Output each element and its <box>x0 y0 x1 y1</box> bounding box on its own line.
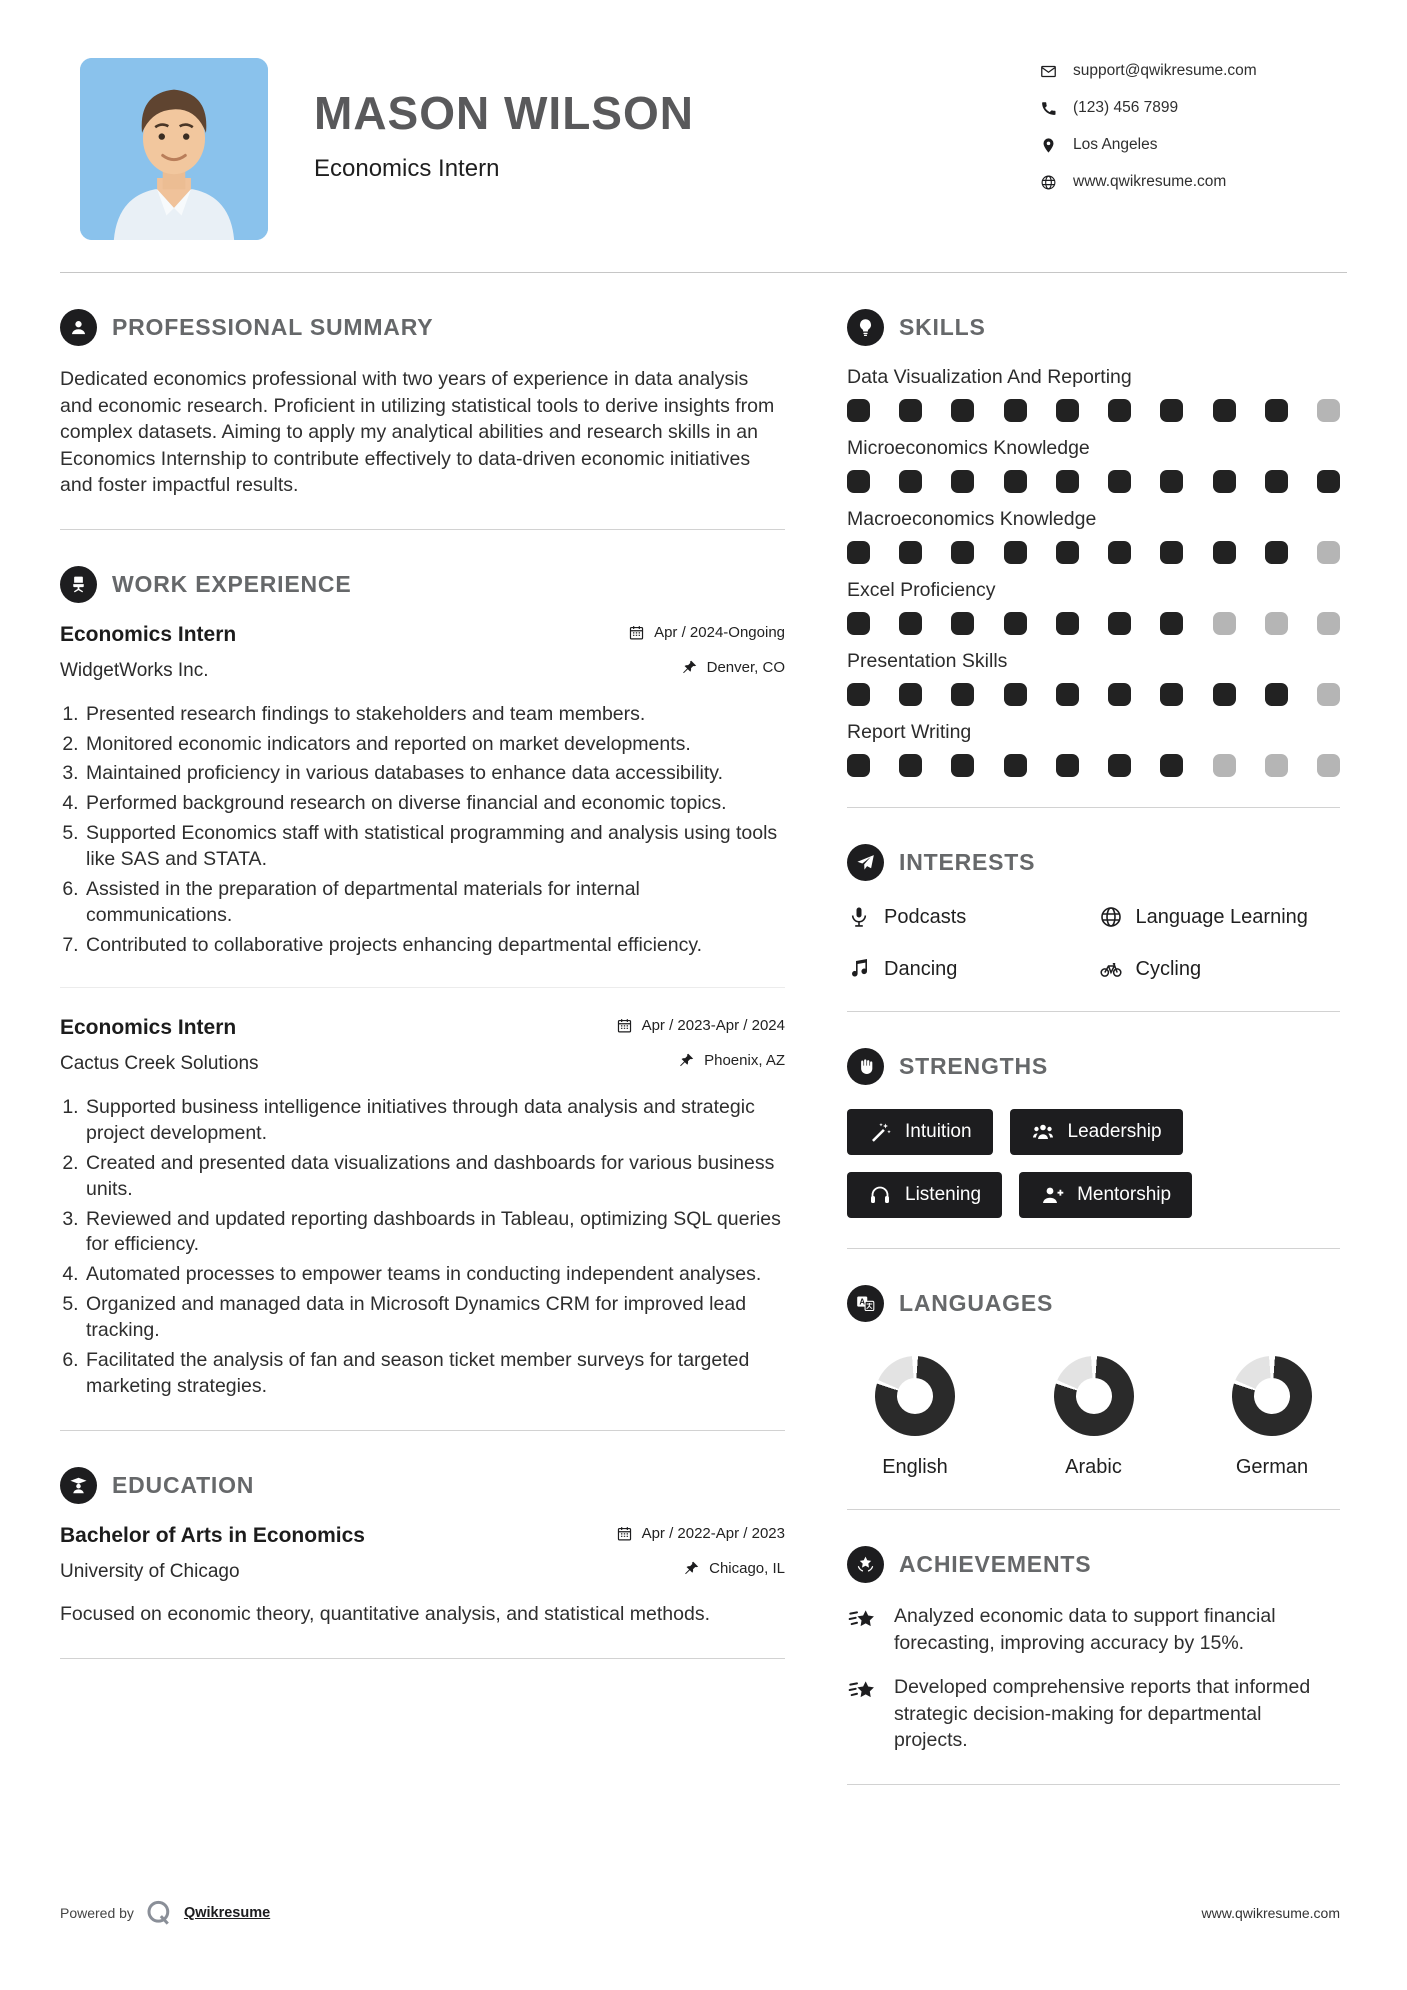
strength-pill <box>847 1109 993 1155</box>
skill-dot <box>847 399 870 422</box>
skill-dot <box>951 683 974 706</box>
achievements-heading: ACHIEVEMENTS <box>899 1551 1092 1577</box>
wand-icon <box>868 1120 892 1144</box>
powered-by-text: Powered by <box>60 1905 134 1921</box>
skill-name: Data Visualization And Reporting <box>847 366 1132 388</box>
star-medal-icon <box>847 1546 884 1583</box>
skill-dot <box>1056 612 1079 635</box>
bullet-item: 1. Supported business intelligence initiatives through data analysis and strategic project development. <box>84 1095 785 1147</box>
skill-dot <box>951 612 974 635</box>
language-item <box>1030 1356 1158 1479</box>
strength-pill <box>1010 1109 1183 1155</box>
job-location: Denver, CO <box>706 658 785 676</box>
pushpin-icon <box>681 659 698 676</box>
bullet-item: 5. Organized and managed data in Microsoft Dynamics CRM for improved lead tracking. <box>84 1292 785 1344</box>
language-name: German <box>1235 1456 1309 1478</box>
skill-dot <box>1160 399 1183 422</box>
school-name: University of Chicago <box>60 1561 240 1583</box>
skill-name: Report Writing <box>847 721 972 743</box>
bullet-item: 7. Contributed to collaborative projects enhancing departmental efficiency. <box>84 933 785 959</box>
skill-dot <box>1108 470 1131 493</box>
achievement-text: Developed comprehensive reports that informed strategic decision-making for departmental projects. <box>894 1676 1311 1752</box>
skill-dot <box>847 612 870 635</box>
skill-dot <box>1213 541 1236 564</box>
contact-text: www.qwikresume.com <box>1073 173 1227 190</box>
skill-dot <box>1213 470 1236 493</box>
skill-dot <box>847 754 870 777</box>
skill-dot <box>1317 612 1340 635</box>
skill-dot <box>899 399 922 422</box>
skill-rating <box>847 612 1340 635</box>
interests-section <box>847 844 1340 981</box>
skill-dot <box>1265 754 1288 777</box>
experience-heading: WORK EXPERIENCE <box>112 570 352 597</box>
translate-icon <box>847 1285 884 1322</box>
skill-rating <box>847 754 1340 777</box>
section-divider <box>847 1011 1340 1012</box>
skill-dot <box>847 683 870 706</box>
person-name: MASON WILSON <box>314 87 694 139</box>
skill-rating <box>847 683 1340 706</box>
bullet-item: 2. Created and presented data visualizations and dashboards for various business units. <box>84 1151 785 1203</box>
skill-dot <box>1160 470 1183 493</box>
education-dates-meta <box>616 1525 785 1542</box>
person-plus-icon <box>1040 1183 1064 1207</box>
strengths-section <box>847 1048 1340 1218</box>
achievement-item <box>847 1674 1340 1754</box>
experience-section <box>60 566 785 1400</box>
job-dates: Apr / 2023-Apr / 2024 <box>641 1016 785 1034</box>
job-company: WidgetWorks Inc. <box>60 659 209 681</box>
language-donut-chart <box>1054 1356 1134 1436</box>
skill-name: Presentation Skills <box>847 650 1008 672</box>
job-bullets <box>60 1095 785 1400</box>
skills-heading: SKILLS <box>899 314 986 340</box>
skill-item <box>847 650 1340 706</box>
job-title: Economics Intern <box>60 622 237 646</box>
bullet-item: 6. Assisted in the preparation of departmental materials for internal communications. <box>84 877 785 929</box>
skills-section <box>847 309 1340 777</box>
location-icon <box>1040 137 1057 154</box>
skill-dot <box>1265 612 1288 635</box>
interests-heading: INTERESTS <box>899 849 1036 875</box>
powered-by <box>60 1898 270 1928</box>
profile-photo <box>80 58 268 240</box>
skill-item <box>847 579 1340 635</box>
contact-text: support@qwikresume.com <box>1073 62 1257 79</box>
job-dates-meta <box>628 624 785 641</box>
header <box>0 0 1407 240</box>
skill-dot <box>951 470 974 493</box>
interest-item <box>1099 905 1341 929</box>
skill-dot <box>1317 541 1340 564</box>
skill-dot <box>1004 683 1027 706</box>
job-list <box>60 623 785 1400</box>
strength-pill <box>1019 1172 1192 1218</box>
section-divider <box>60 529 785 530</box>
skill-rating <box>847 470 1340 493</box>
skill-dot <box>1265 470 1288 493</box>
skill-dot <box>1213 754 1236 777</box>
person-role: Economics Intern <box>314 154 500 182</box>
skill-dot <box>1004 470 1027 493</box>
skill-dot <box>1056 541 1079 564</box>
job-entry <box>60 987 785 1400</box>
skill-dot <box>1213 399 1236 422</box>
calendar-icon <box>628 624 645 641</box>
degree-title: Bachelor of Arts in Economics <box>60 1524 365 1548</box>
summary-text: Dedicated economics professional with two years of experience in data analysis and economic research. Proficient in utilizing statistical tools to derive insights from complex datasets. Aiming to apply my analytical abilities and research skills in an Economics Internship to contribute effectively to data-driven economic initiatives and foster impactful results. <box>60 368 775 497</box>
language-name: English <box>882 1456 948 1478</box>
job-location: Phoenix, AZ <box>704 1051 785 1069</box>
skill-dot <box>1056 683 1079 706</box>
interest-label: Podcasts <box>884 905 967 928</box>
strength-label: Intuition <box>905 1121 972 1142</box>
section-divider <box>60 1658 785 1659</box>
bicycle-icon <box>1099 957 1123 981</box>
graduate-icon <box>60 1467 97 1504</box>
bullet-item: 3. Reviewed and updated reporting dashboards in Tableau, optimizing SQL queries for efficiency. <box>84 1207 785 1259</box>
achievements-section <box>847 1546 1340 1754</box>
contact-row <box>1040 62 1340 80</box>
qwikresume-logo-icon <box>144 1898 174 1928</box>
paper-plane-icon <box>847 844 884 881</box>
interest-label: Cycling <box>1135 957 1202 980</box>
job-location-meta <box>678 1052 785 1069</box>
skill-dot <box>899 754 922 777</box>
skill-dot <box>1108 541 1131 564</box>
strength-pill <box>847 1172 1002 1218</box>
languages-section <box>847 1285 1340 1479</box>
email-icon <box>1040 63 1057 80</box>
skill-name: Macroeconomics Knowledge <box>847 508 1097 530</box>
education-section <box>60 1467 785 1628</box>
headphones-icon <box>868 1183 892 1207</box>
language-name: Arabic <box>1065 1456 1122 1478</box>
language-donut-chart <box>1232 1356 1312 1436</box>
skill-dot <box>1056 754 1079 777</box>
globe-icon <box>1099 905 1123 929</box>
achievement-text: Analyzed economic data to support financial forecasting, improving accuracy by 15%. <box>894 1605 1276 1654</box>
job-bullets <box>60 702 785 959</box>
fist-icon <box>847 1048 884 1085</box>
education-heading: EDUCATION <box>112 1472 255 1499</box>
skill-dot <box>1265 683 1288 706</box>
skill-dot <box>1317 470 1340 493</box>
job-company: Cactus Creek Solutions <box>60 1052 259 1074</box>
skill-dot <box>899 612 922 635</box>
job-entry <box>60 623 785 959</box>
skill-dot <box>899 470 922 493</box>
education-location: Chicago, IL <box>709 1560 785 1578</box>
skill-dot <box>1004 399 1027 422</box>
language-list <box>847 1356 1340 1479</box>
education-dates: Apr / 2022-Apr / 2023 <box>641 1525 785 1543</box>
skill-item <box>847 508 1340 564</box>
strength-label: Listening <box>905 1184 982 1205</box>
section-divider <box>847 1509 1340 1510</box>
bullet-item: 4. Automated processes to empower teams in conducting independent analyses. <box>84 1262 785 1288</box>
skill-dot <box>1160 541 1183 564</box>
right-column <box>847 273 1340 1785</box>
shooting-star-icon <box>847 1605 879 1637</box>
pushpin-icon <box>683 1560 700 1577</box>
footer <box>60 1898 1340 1928</box>
bullet-item: 6. Facilitated the analysis of fan and season ticket member surveys for targeted marketing strategies. <box>84 1348 785 1400</box>
interest-item <box>1099 957 1341 981</box>
education-description: Focused on economic theory, quantitative analysis, and statistical methods. <box>60 1603 710 1626</box>
language-item <box>1208 1356 1336 1479</box>
job-location-meta <box>681 659 785 676</box>
skill-item <box>847 721 1340 777</box>
person-icon <box>60 309 97 346</box>
skill-dot <box>899 683 922 706</box>
skill-dot <box>1317 399 1340 422</box>
content-columns <box>0 273 1407 1785</box>
skill-dot <box>951 754 974 777</box>
summary-section <box>60 309 785 499</box>
microphone-icon <box>847 905 871 929</box>
skill-dot <box>1108 399 1131 422</box>
music-note-icon <box>847 957 871 981</box>
skill-rating <box>847 399 1340 422</box>
skill-name: Excel Proficiency <box>847 579 996 601</box>
skill-dot <box>1160 612 1183 635</box>
strength-list <box>847 1109 1340 1218</box>
lightbulb-icon <box>847 309 884 346</box>
skill-dot <box>1160 754 1183 777</box>
job-title: Economics Intern <box>60 1015 237 1039</box>
education-location-meta <box>683 1560 785 1577</box>
bullet-item: 1. Presented research findings to stakeholders and team members. <box>84 702 785 728</box>
skill-dot <box>847 470 870 493</box>
skill-dot <box>951 541 974 564</box>
skill-dot <box>1108 754 1131 777</box>
identity-block <box>314 58 694 183</box>
skill-dot <box>1160 683 1183 706</box>
skill-dot <box>1213 683 1236 706</box>
job-dates: Apr / 2024-Ongoing <box>654 623 785 641</box>
strength-label: Leadership <box>1067 1121 1162 1142</box>
skill-name: Microeconomics Knowledge <box>847 437 1090 459</box>
skill-dot <box>951 399 974 422</box>
section-divider <box>60 1430 785 1431</box>
contact-row <box>1040 99 1340 117</box>
contact-row <box>1040 173 1340 191</box>
bullet-item: 2. Monitored economic indicators and reported on market developments. <box>84 732 785 758</box>
skill-dot <box>1056 470 1079 493</box>
skill-dot <box>1265 541 1288 564</box>
interest-item <box>847 905 1089 929</box>
phone-icon <box>1040 100 1057 117</box>
left-column <box>60 273 785 1659</box>
job-dates-meta <box>616 1017 785 1034</box>
interest-label: Language Learning <box>1135 905 1308 928</box>
languages-heading: LANGUAGES <box>899 1290 1054 1316</box>
skill-dot <box>847 541 870 564</box>
skill-dot <box>1317 683 1340 706</box>
skill-dot <box>1265 399 1288 422</box>
bullet-item: 5. Supported Economics staff with statistical programming and analysis using tools like SAS and STATA. <box>84 821 785 873</box>
skill-dot <box>1317 754 1340 777</box>
calendar-icon <box>616 1525 633 1542</box>
strengths-heading: STRENGTHS <box>899 1053 1049 1079</box>
skill-item <box>847 366 1340 422</box>
interest-item <box>847 957 1089 981</box>
summary-heading: PROFESSIONAL SUMMARY <box>112 314 434 340</box>
skill-dot <box>899 541 922 564</box>
bullet-item: 3. Maintained proficiency in various databases to enhance data accessibility. <box>84 761 785 787</box>
strength-label: Mentorship <box>1077 1184 1172 1205</box>
website-icon <box>1040 174 1057 191</box>
skill-dot <box>1213 612 1236 635</box>
shooting-star-icon <box>847 1676 879 1708</box>
skill-list <box>847 366 1340 777</box>
profile-photo-illustration <box>80 58 268 240</box>
section-divider <box>847 807 1340 808</box>
footer-website[interactable]: www.qwikresume.com <box>1201 1905 1340 1921</box>
section-divider <box>847 1784 1340 1785</box>
qwikresume-link[interactable]: Qwikresume <box>183 1905 271 1921</box>
contact-text: Los Angeles <box>1073 136 1158 153</box>
contact-list <box>1040 58 1340 210</box>
skill-dot <box>1004 612 1027 635</box>
group-icon <box>1031 1120 1055 1144</box>
language-donut-chart <box>875 1356 955 1436</box>
office-chair-icon <box>60 566 97 603</box>
bullet-item: 4. Performed background research on diverse financial and economic topics. <box>84 791 785 817</box>
achievement-item <box>847 1603 1340 1656</box>
interest-list <box>847 905 1340 981</box>
calendar-icon <box>616 1017 633 1034</box>
skill-dot <box>1108 612 1131 635</box>
svg-text:A: A <box>859 1297 866 1307</box>
skill-dot <box>1056 399 1079 422</box>
interest-label: Dancing <box>884 957 958 980</box>
contact-text: (123) 456 7899 <box>1073 99 1179 116</box>
section-divider <box>847 1248 1340 1249</box>
achievement-list <box>847 1603 1340 1754</box>
contact-row <box>1040 136 1340 154</box>
skill-dot <box>1004 754 1027 777</box>
skill-rating <box>847 541 1340 564</box>
pushpin-icon <box>678 1052 695 1069</box>
language-item <box>851 1356 979 1479</box>
skill-item <box>847 437 1340 493</box>
skill-dot <box>1108 683 1131 706</box>
skill-dot <box>1004 541 1027 564</box>
